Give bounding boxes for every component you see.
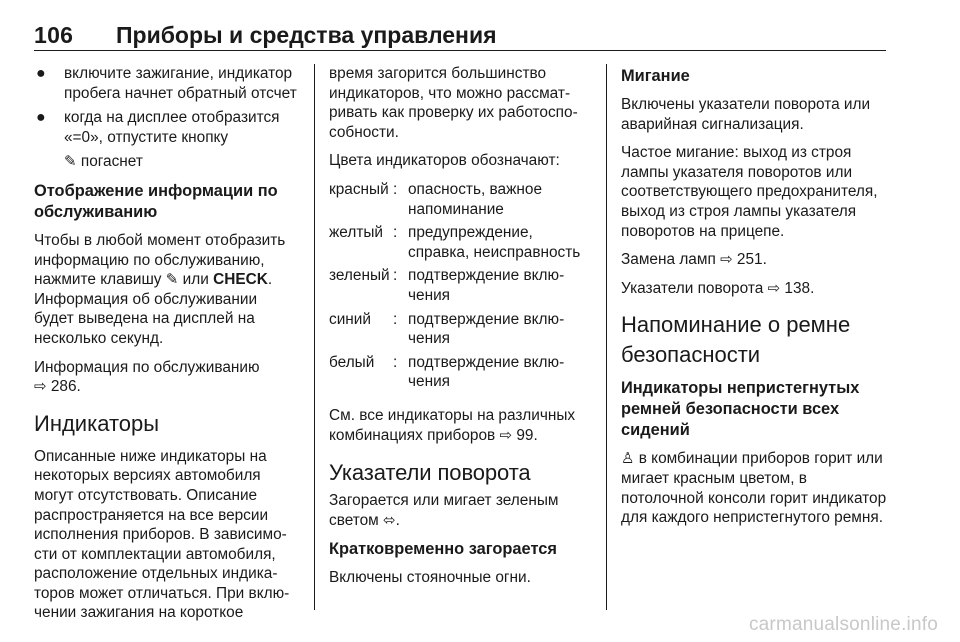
list-item: [34, 64, 300, 103]
watermark: carmanualsonline.info: [748, 614, 938, 635]
table-row: синий : подтверждение включения: [329, 310, 565, 348]
turn-signal-icon: ⬄: [383, 511, 396, 529]
column-2: [329, 64, 595, 597]
heading-seatbelt-reminder: Напоминание о ремне безопасности: [621, 312, 851, 368]
column-1: [34, 64, 300, 632]
paragraph: Частое мигание: выход из строя лампы указателя поворотов или соответствующего предохранителя, выход из строя лампы указателя поворотов на прицепе.: [621, 144, 878, 240]
bullet-dot-icon: ●: [36, 109, 46, 127]
paragraph: Включены стояночные огни.: [329, 569, 531, 587]
page-number: 106: [34, 22, 74, 48]
page-reference-icon: ⇨: [720, 251, 733, 269]
seatbelt-icon: ♙: [621, 450, 635, 468]
list-item: [34, 108, 300, 147]
paragraph: См. все индикаторы на различных комбинациях приборов ⇨ 99.: [329, 406, 576, 444]
column-divider-1: [314, 64, 315, 610]
paragraph: Указатели поворота ⇨ 138.: [621, 279, 815, 297]
table-row: желтый : предупреждение, справка, неисправность: [329, 224, 581, 261]
paragraph: Чтобы в любой момент отобразить информацию по обслуживанию, нажмите клавишу ✎ или CHECK. Информация об обслуживании будет выведена на дисплей на несколько секунд.: [34, 231, 286, 347]
paragraph: Включены указатели поворота или аварийная сигнализация.: [621, 96, 871, 133]
paragraph: Информация по обслуживанию ⇨ 286.: [34, 358, 260, 396]
header-rule: [34, 50, 886, 51]
paragraph: Загорается или мигает зеленым светом ⬄.: [329, 492, 559, 529]
heading-seatbelt-indicators: Индикаторы непристегнутых ремней безопасности всех сидений: [621, 379, 860, 440]
page-reference-icon: ⇨: [767, 279, 781, 297]
bullet-dot-icon: ●: [36, 65, 46, 82]
service-wrench-icon: ✎: [64, 153, 77, 171]
bullet-text: включите зажигание, индикатор пробега начнет обратный отсчет: [64, 65, 297, 102]
table-row: белый : подтверждение включения: [329, 353, 565, 391]
heading-service-info: Отображение информации по обслуживанию: [34, 181, 278, 221]
heading-blinking: Мигание: [621, 67, 690, 85]
heading-turn-signals: Указатели поворота: [329, 460, 531, 486]
heading-short-light: Кратковременно загорается: [329, 540, 557, 559]
column-divider-2: [606, 64, 607, 610]
page-header: [34, 22, 886, 48]
page-reference-icon: ⇨: [34, 378, 47, 396]
paragraph: ♙ в комбинации приборов горит или мигает красным цветом, в потолочной консоли горит индикатор для каждого непристегнутого ремня.: [621, 450, 887, 527]
paragraph: Описанные ниже индикаторы на некоторых версиях автомобиля могут отсутствовать. Описание распространяется на все версии исполнения приборов. В зависимости от комплектации автомобиля, расположение отдельных индикаторов может отличаться. При включении зажигания на короткое: [34, 447, 290, 622]
page-reference-icon: ⇨: [499, 426, 513, 444]
bullet-text: когда на дисплее отобразится «=0», отпустите кнопку: [64, 109, 280, 146]
heading-indicators: Индикаторы: [34, 410, 160, 436]
paragraph: Цвета индикаторов обозначают:: [329, 152, 560, 170]
column-3: [621, 64, 887, 537]
service-wrench-icon: ✎: [165, 271, 179, 289]
table-row: зеленый : подтверждение включения: [329, 267, 565, 304]
paragraph: время загорится большинство индикаторов, что можно рассматривать как проверку их работоспособности.: [329, 65, 578, 141]
check-key-label: CHECK: [213, 271, 268, 289]
indicator-colors-table: [329, 180, 595, 396]
table-row: красный : опасность, важное напоминание: [329, 180, 542, 218]
paragraph: Замена ламп ⇨ 251.: [621, 251, 767, 269]
bullet-sub-text: ✎ погаснет: [64, 153, 143, 171]
page-title: Приборы и средства управления: [116, 22, 497, 48]
